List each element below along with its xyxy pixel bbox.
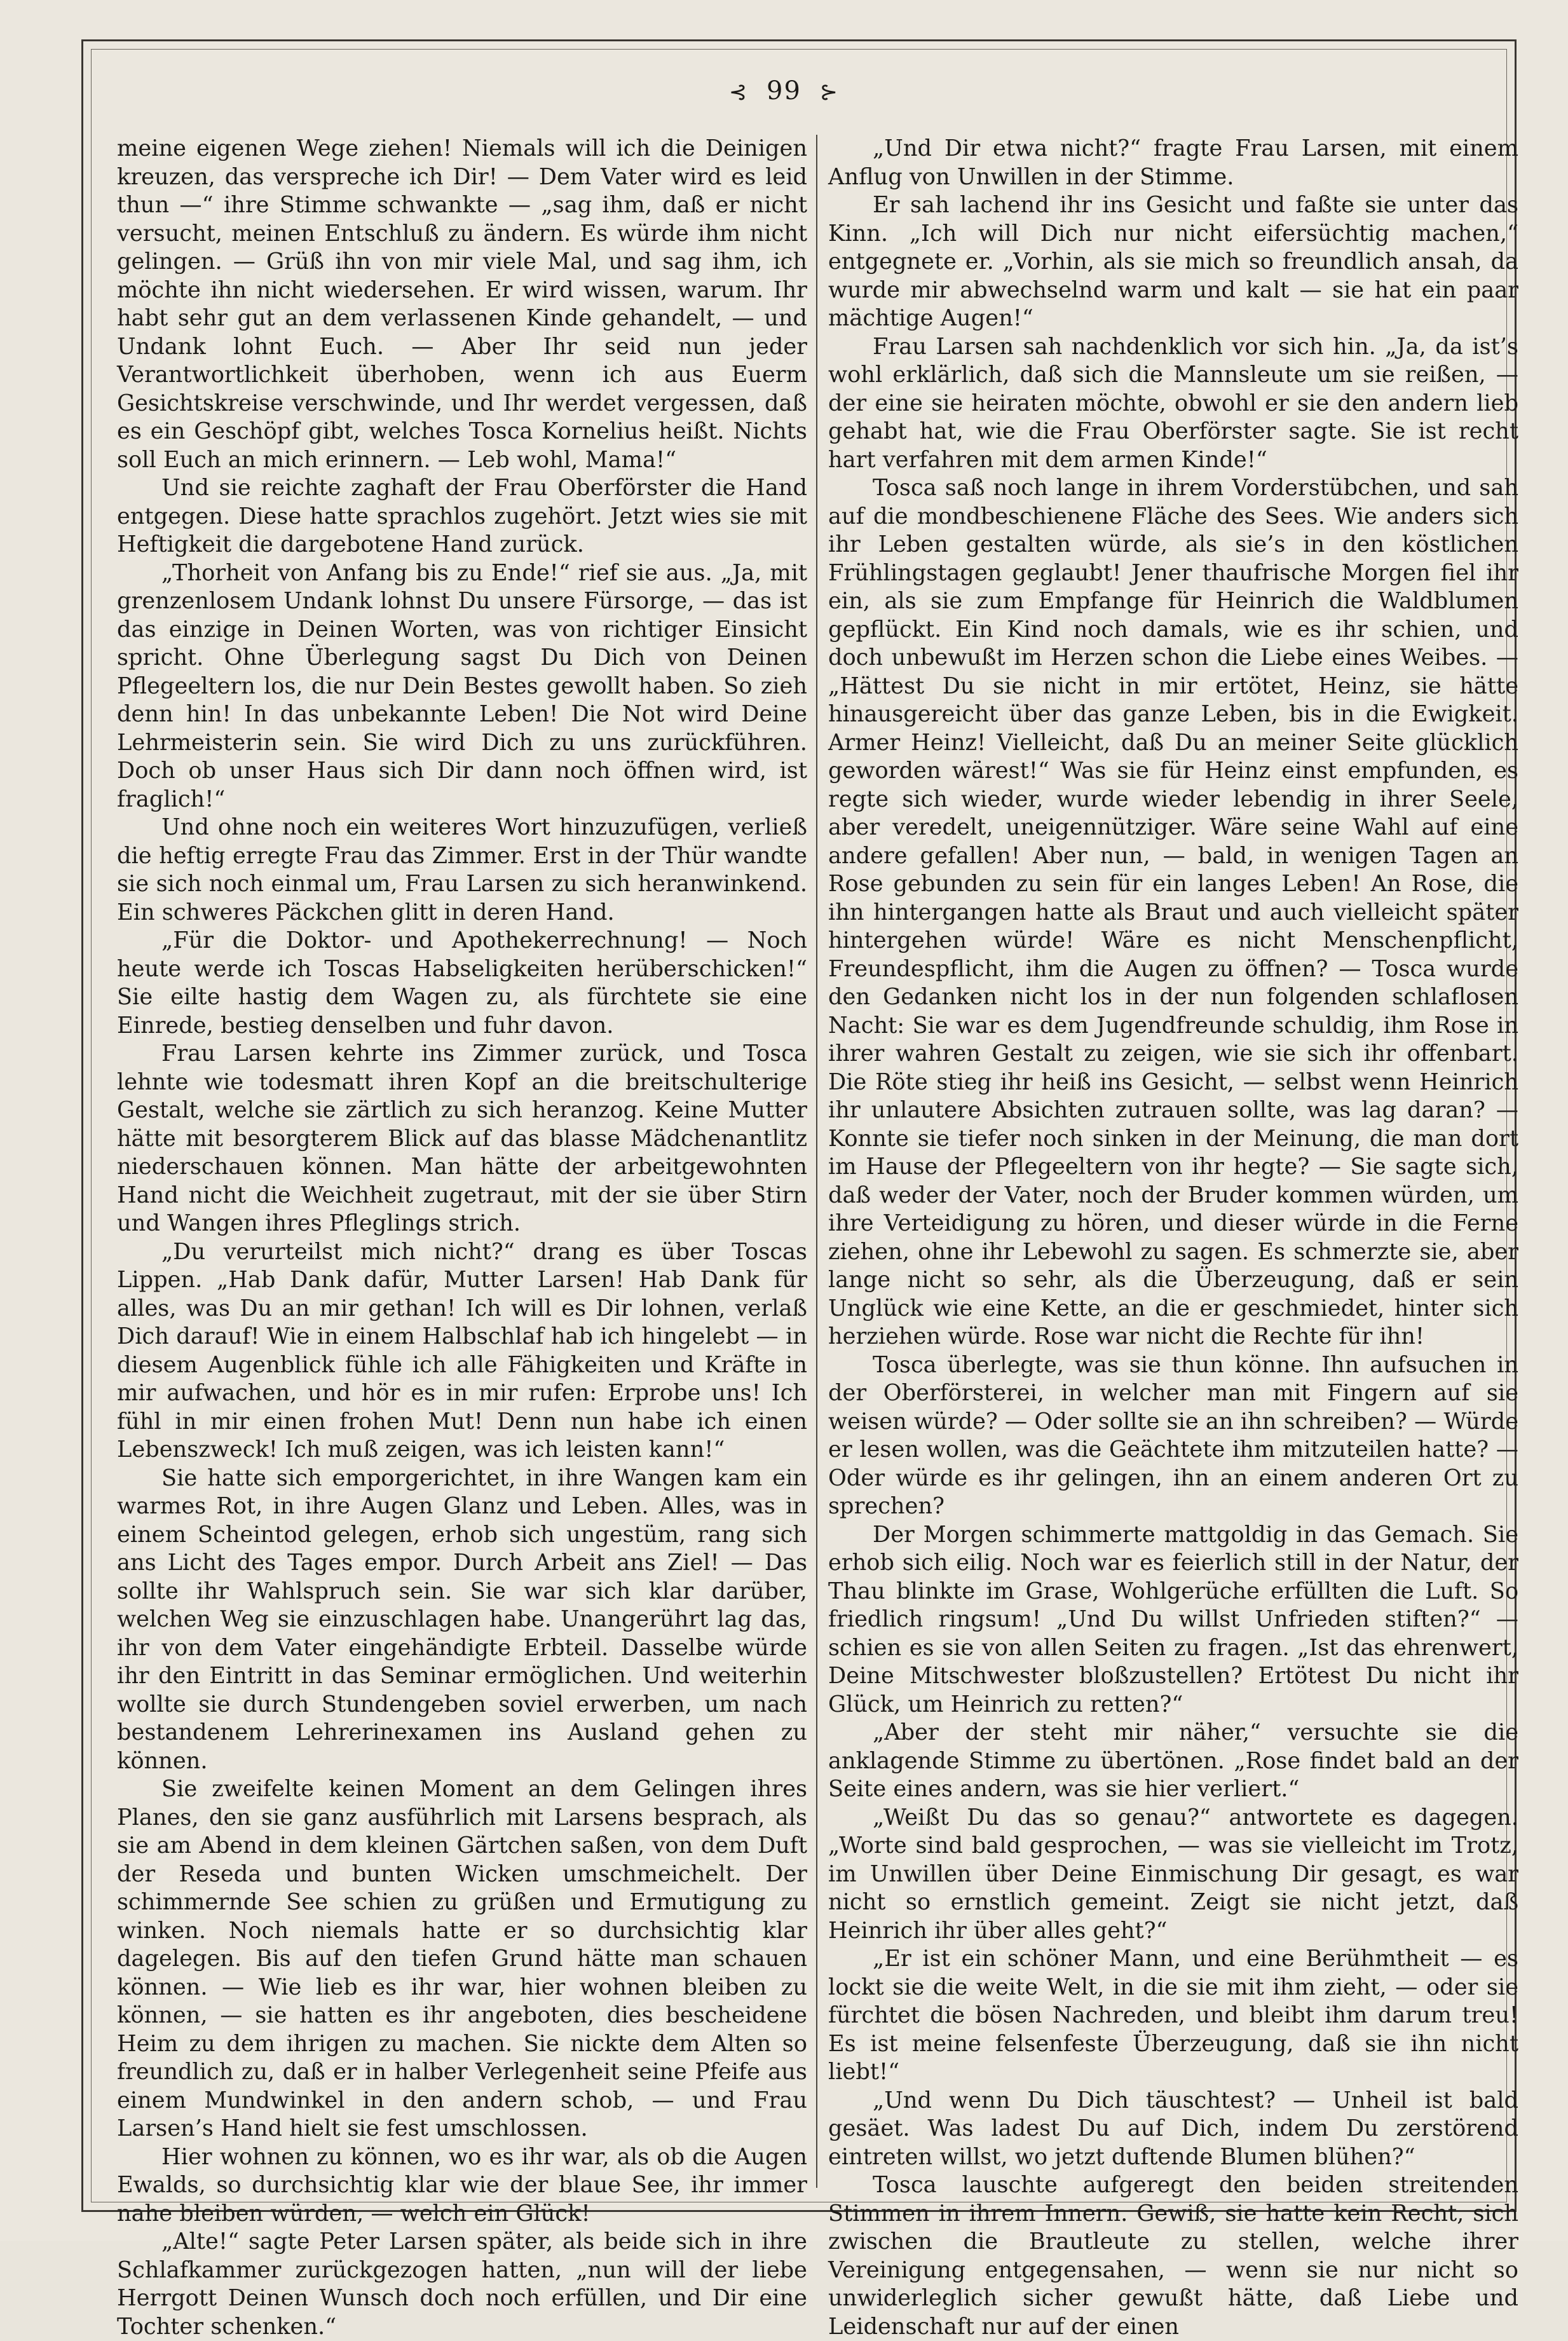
right-column bbox=[828, 135, 1518, 2340]
ornament-right-icon: ⊱ bbox=[819, 79, 840, 105]
paragraph: „Und Dir etwa nicht?“ fragte Frau Larsen, mit einem Anflug von Unwillen in der Stimme. bbox=[828, 135, 1518, 190]
paragraph: Und ohne noch ein weiteres Wort hinzuzufügen, verließ die heftig erregte Frau das Zimmer. Erst in der Thür wandte sie sich noch einmal um, Frau Larsen zu sich heranwinkend. Ein schweres Päckchen glitt in deren Hand. bbox=[117, 814, 807, 925]
page-header bbox=[0, 76, 1568, 106]
paragraph: „Für die Doktor- und Apothekerrechnung! — Noch heute werde ich Toscas Habseligkeiten herüberschicken!“ Sie eilte hastig dem Wagen zu, als fürchtete sie eine Einrede, bestieg denselben und fuhr davon. bbox=[117, 927, 807, 1039]
paragraph: Er sah lachend ihr ins Gesicht und faßte sie unter das Kinn. „Ich will Dich nur nicht eifersüchtig machen,“ entgegnete er. „Vorhin, als sie mich so freundlich ansah, da wurde mir abwechselnd warm und kalt — sie hat ein paar mächtige Augen!“ bbox=[828, 192, 1518, 331]
paragraph: „Weißt Du das so genau?“ antwortete es dagegen. „Worte sind bald gesprochen, — was sie vielleicht im Trotz, im Unwillen über Deine Einmischung Dir gesagt, es war nicht so ernstlich gemeint. Zeigt sie nicht jetzt, daß Heinrich ihr über alles geht?“ bbox=[828, 1804, 1518, 1944]
column-divider bbox=[816, 135, 817, 2188]
paragraph: „Alte!“ sagte Peter Larsen später, als beide sich in ihre Schlafkammer zurückgezogen hatten, „nun will der liebe Herrgott Deinen Wunsch doch noch erfüllen, und Dir eine Tochter schenken.“ bbox=[117, 2228, 807, 2340]
paragraph: Tosca überlegte, was sie thun könne. Ihn aufsuchen in der Oberförsterei, in welcher man mit Fingern auf sie weisen würde? — Oder sollte sie an ihn schreiben? — Würde er lesen wollen, was die Geächtete ihm mitzuteilen hatte? — Oder würde es ihr gelingen, ihn an einem anderen Ort zu sprechen? bbox=[828, 1351, 1518, 1519]
paragraph: Und sie reichte zaghaft der Frau Oberförster die Hand entgegen. Diese hatte sprachlos zugehört. Jetzt wies sie mit Heftigkeit die dargebotene Hand zurück. bbox=[117, 475, 807, 557]
paragraph: Sie hatte sich emporgerichtet, in ihre Wangen kam ein warmes Rot, in ihre Augen Glanz und Leben. Alles, was in einem Scheintod gelegen, erhob sich ungestüm, rang sich ans Licht des Tages empor. Durch Arbeit ans Ziel! — Das sollte ihr Wahlspruch sein. Sie war sich klar darüber, welchen Weg sie einzuschlagen habe. Unangerührt lag das, ihr von dem Vater eingehändigte Erbteil. Dasselbe würde ihr den Eintritt in das Seminar ermöglichen. Und weiterhin wollte sie durch Stundengeben soviel erwerben, um nach bestandenem Lehrerinexamen ins Ausland gehen zu können. bbox=[117, 1464, 807, 1774]
paragraph: Tosca saß noch lange in ihrem Vorderstübchen, und sah auf die mondbeschienene Fläche des Sees. Wie anders sich ihr Leben gestalten würde, als sie’s in den köstlichen Frühlingstagen geglaubt! Jener thaufrische Morgen fiel ihr ein, als sie zum Empfange für Heinrich die Waldblumen gepflückt. Ein Kind noch damals, wie es ihr schien, und doch unbewußt im Herzen schon die Liebe eines Weibes. — „Hättest Du sie nicht in mir ertötet, Heinz, sie hätte hinausgereicht über das ganze Leben, bis in die Ewigkeit. Armer Heinz! Vielleicht, daß Du an meiner Seite glücklich geworden wärest!“ Was sie für Heinz einst empfunden, es regte sich wieder, wurde wieder lebendig in ihrer Seele, aber veredelt, uneigennütziger. Wäre seine Wahl auf eine andere gefallen! Aber nun, — bald, in wenigen Tagen an Rose gebunden zu sein für ein langes Leben! An Rose, die ihn hintergangen hatte als Braut und auch vielleicht später hintergehen würde! Wäre es nicht Menschenpflicht, Freundespflicht, ihm die Augen zu öffnen? — Tosca wurde den Gedanken nicht los in der nun folgenden schlaflosen Nacht: Sie war es dem Jugendfreunde schuldig, ihm Rose in ihrer wahren Gestalt zu zeigen, wie sie sich ihr offenbart. Die Röte stieg ihr heiß ins Gesicht, — selbst wenn Heinrich ihr unlautere Absichten zutrauen sollte, was lag daran? — Konnte sie tiefer noch sinken in der Meinung, die man dort im Hause der Pflegeeltern von ihr hegte? — Sie sagte sich, daß weder der Vater, noch der Bruder kommen würden, um ihre Verteidigung zu hören, und dieser würde in die Ferne ziehen, ohne ihr Lebewohl zu sagen. Es schmerzte sie, aber lange nicht so sehr, als die Überzeugung, daß er sein Unglück wie eine Kette, an die er geschmiedet, hinter sich herziehen würde. Rose war nicht die Rechte für ihn! bbox=[828, 475, 1518, 1349]
paragraph: „Du verurteilst mich nicht?“ drang es über Toscas Lippen. „Hab Dank dafür, Mutter Larsen! Hab Dank für alles, was Du an mir gethan! Ich will es Dir lohnen, verlaß Dich darauf! Wie in einem Halbschlaf hab ich hingelebt — in diesem Augenblick fühle ich alle Fähigkeiten und Kräfte in mir aufwachen, und hör es in mir rufen: Erprobe uns! Ich fühl in mir einen frohen Mut! Denn nun habe ich einen Lebenszweck! Ich muß zeigen, was ich leisten kann!“ bbox=[117, 1238, 807, 1463]
left-column bbox=[117, 135, 807, 2340]
paragraph: Hier wohnen zu können, wo es ihr war, als ob die Augen Ewalds, so durchsichtig klar wie der blaue See, ihr immer nahe bleiben würden, — welch ein Glück! bbox=[117, 2143, 807, 2227]
paragraph: Sie zweifelte keinen Moment an dem Gelingen ihres Planes, den sie ganz ausführlich mit Larsens besprach, als sie am Abend in dem kleinen Gärtchen saßen, von dem Duft der Reseda und bunten Wicken umschmeichelt. Der schimmernde See schien zu grüßen und Ermutigung zu winken. Noch niemals hatte er so durchsichtig klar dagelegen. Bis auf den tiefen Grund hätte man schauen können. — Wie lieb es ihr war, hier wohnen bleiben zu können, — sie hatten es ihr angeboten, dies bescheidene Heim zu dem ihrigen zu machen. Sie nickte dem Alten so freundlich zu, daß er in halber Verlegenheit seine Pfeife aus einem Mundwinkel in den andern schob, — und Frau Larsen’s Hand hielt sie fest umschlossen. bbox=[117, 1776, 807, 2141]
ornament-left-icon: ⊰ bbox=[728, 79, 749, 105]
paragraph: Frau Larsen kehrte ins Zimmer zurück, und Tosca lehnte wie todesmatt ihren Kopf an die breitschulterige Gestalt, welche sie zärtlich zu sich heranzog. Keine Mutter hätte mit besorgterem Blick auf das blasse Mädchenantlitz niederschauen können. Man hätte der arbeitgewohnten Hand nicht die Weichheit zugetraut, mit der sie über Stirn und Wangen ihres Pfleglings strich. bbox=[117, 1041, 807, 1236]
paragraph: „Er ist ein schöner Mann, und eine Berühmtheit — es lockt sie die weite Welt, in die sie mit ihm zieht, — oder sie fürchtet die bösen Nachreden, und bleibt ihm darum treu! Es ist meine felsenfeste Überzeugung, daß sie ihn nicht liebt!“ bbox=[828, 1946, 1518, 2085]
paragraph: „Thorheit von Anfang bis zu Ende!“ rief sie aus. „Ja, mit grenzenlosem Undank lohnst Du unsere Fürsorge, — das ist das einzige in Deinen Worten, was von richtiger Einsicht spricht. Ohne Überlegung sagst Du Dich von Deinen Pflegeeltern los, die nur Dein Bestes gewollt haben. So zieh denn hin! In das unbekannte Leben! Die Not wird Deine Lehrmeisterin sein. Sie wird Dich zu uns zurückführen. Doch ob unser Haus sich Dir dann noch öffnen wird, ist fraglich!“ bbox=[117, 559, 807, 812]
paragraph: meine eigenen Wege ziehen! Niemals will ich die Deinigen kreuzen, das verspreche ich Dir! — Dem Vater wird es leid thun —“ ihre Stimme schwankte — „sag ihm, daß er nicht versucht, meinen Entschluß zu ändern. Es würde ihm nicht gelingen. — Grüß ihn von mir viele Mal, und sag ihm, ich möchte ihn nicht wiedersehen. Er wird wissen, warum. Ihr habt sehr gut an dem verlassenen Kinde gehandelt, — und Undank lohnt Euch. — Aber Ihr seid nun jeder Verantwortlichkeit überhoben, wenn ich aus Euerm Gesichtskreise verschwinde, und Ihr werdet vergessen, daß es ein Geschöpf gibt, welches Tosca Kornelius heißt. Nichts soll Euch an mich erinnern. — Leb wohl, Mama!“ bbox=[117, 135, 807, 473]
page-number: 99 bbox=[767, 76, 801, 106]
paragraph: Tosca lauschte aufgeregt den beiden streitenden Stimmen in ihrem Innern. Gewiß, sie hatte kein Recht, sich zwischen die Brautleute zu stellen, welche ihrer Vereinigung entgegensahen, — wenn sie nur nicht so unwiderleglich sicher gewußt hätte, daß Liebe und Leidenschaft nur auf der einen bbox=[828, 2172, 1518, 2340]
paragraph: „Aber der steht mir näher,“ versuchte sie die anklagende Stimme zu übertönen. „Rose findet bald an der Seite eines andern, was sie hier verliert.“ bbox=[828, 1719, 1518, 1802]
paragraph: Frau Larsen sah nachdenklich vor sich hin. „Ja, da ist’s wohl erklärlich, daß sich die Mannsleute um sie reißen, — der eine sie heiraten möchte, obwohl er sie den andern lieb gehabt hat, wie die Frau Oberförster sagte. Sie ist recht hart verfahren mit dem armen Kinde!“ bbox=[828, 333, 1518, 473]
paragraph: „Und wenn Du Dich täuschtest? — Unheil ist bald gesäet. Was ladest Du auf Dich, indem Du zerstörend eintreten willst, wo jetzt duftende Blumen blühen?“ bbox=[828, 2087, 1518, 2170]
paragraph: Der Morgen schimmerte mattgoldig in das Gemach. Sie erhob sich eilig. Noch war es feierlich still in der Natur, der Thau blinkte im Grase, Wohlgerüche erfüllten die Luft. So friedlich ringsum! „Und Du willst Unfrieden stiften?“ — schien es sie von allen Seiten zu fragen. „Ist das ehrenwert, Deine Mitschwester bloßzustellen? Ertötest Du nicht ihr Glück, um Heinrich zu retten?“ bbox=[828, 1521, 1518, 1717]
